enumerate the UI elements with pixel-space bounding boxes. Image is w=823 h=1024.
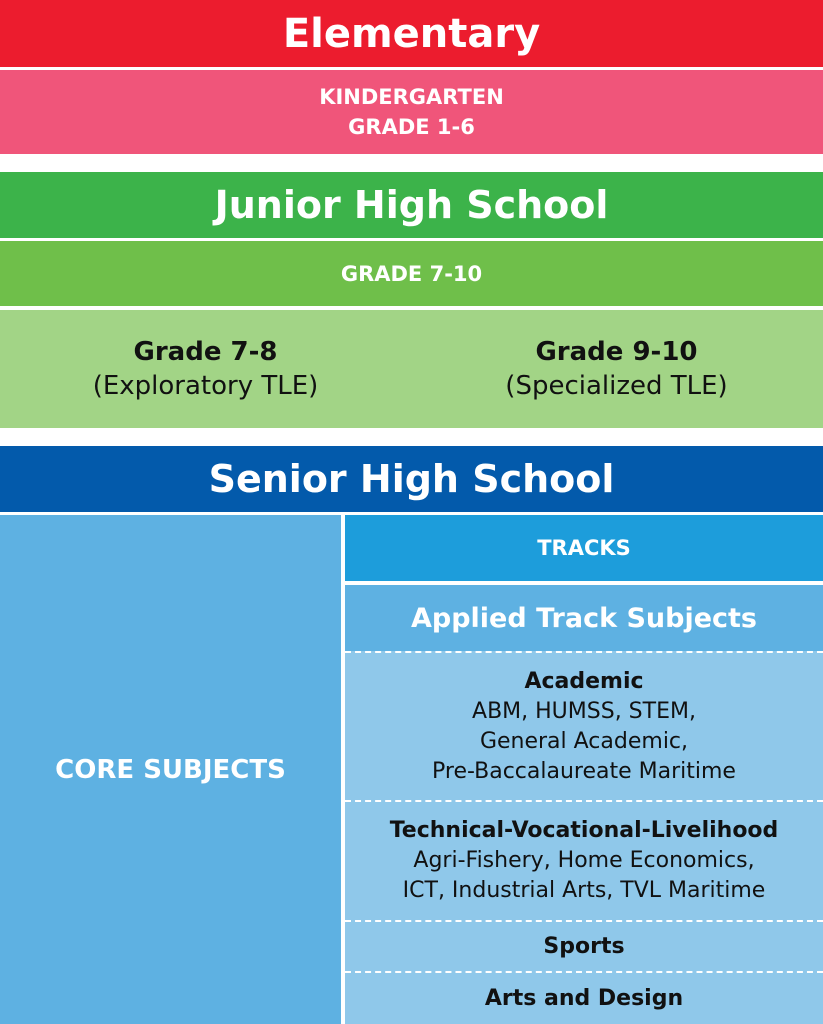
junior-high-title: Junior High School [0,172,823,238]
junior-high-grades: GRADE 7-10 [0,241,823,306]
techvoc-line: ICT, Industrial Arts, TVL Maritime [402,878,766,903]
arts-design-track [345,971,823,1024]
kindergarten-label: KINDERGARTEN [319,85,504,109]
senior-high-title: Senior High School [0,446,823,512]
academic-line: Pre-Baccalaureate Maritime [432,758,736,784]
techvoc-track [345,800,823,920]
core-subjects: CORE SUBJECTS [0,515,341,1024]
elementary-title: Elementary [0,0,823,67]
techvoc-heading: Technical-Vocational-Livelihood [389,818,779,843]
academic-line: ABM, HUMSS, STEM, [472,698,696,724]
elementary-grades [0,70,823,154]
grade-9-10-block [411,310,822,428]
grade-7-8-block [0,310,411,428]
grade-7-8-sub: (Exploratory TLE) [92,371,319,401]
sports-track [345,920,823,971]
grade-9-10-sub: (Specialized TLE) [505,371,728,401]
applied-track-subjects: Applied Track Subjects [345,585,823,651]
tracks-header: TRACKS [345,515,823,581]
techvoc-line: Agri-Fishery, Home Economics, [413,848,755,873]
academic-line: General Academic, [479,728,689,754]
grade-1-6-label: GRADE 1-6 [348,115,475,139]
academic-heading: Academic [524,668,644,694]
grade-9-10-heading: Grade 9-10 [535,337,698,367]
academic-track [345,651,823,800]
sports-heading: Sports [543,933,625,959]
grade-7-8-heading: Grade 7-8 [133,337,278,367]
junior-high-detail [0,310,823,428]
arts-design-heading: Arts and Design [484,985,684,1011]
